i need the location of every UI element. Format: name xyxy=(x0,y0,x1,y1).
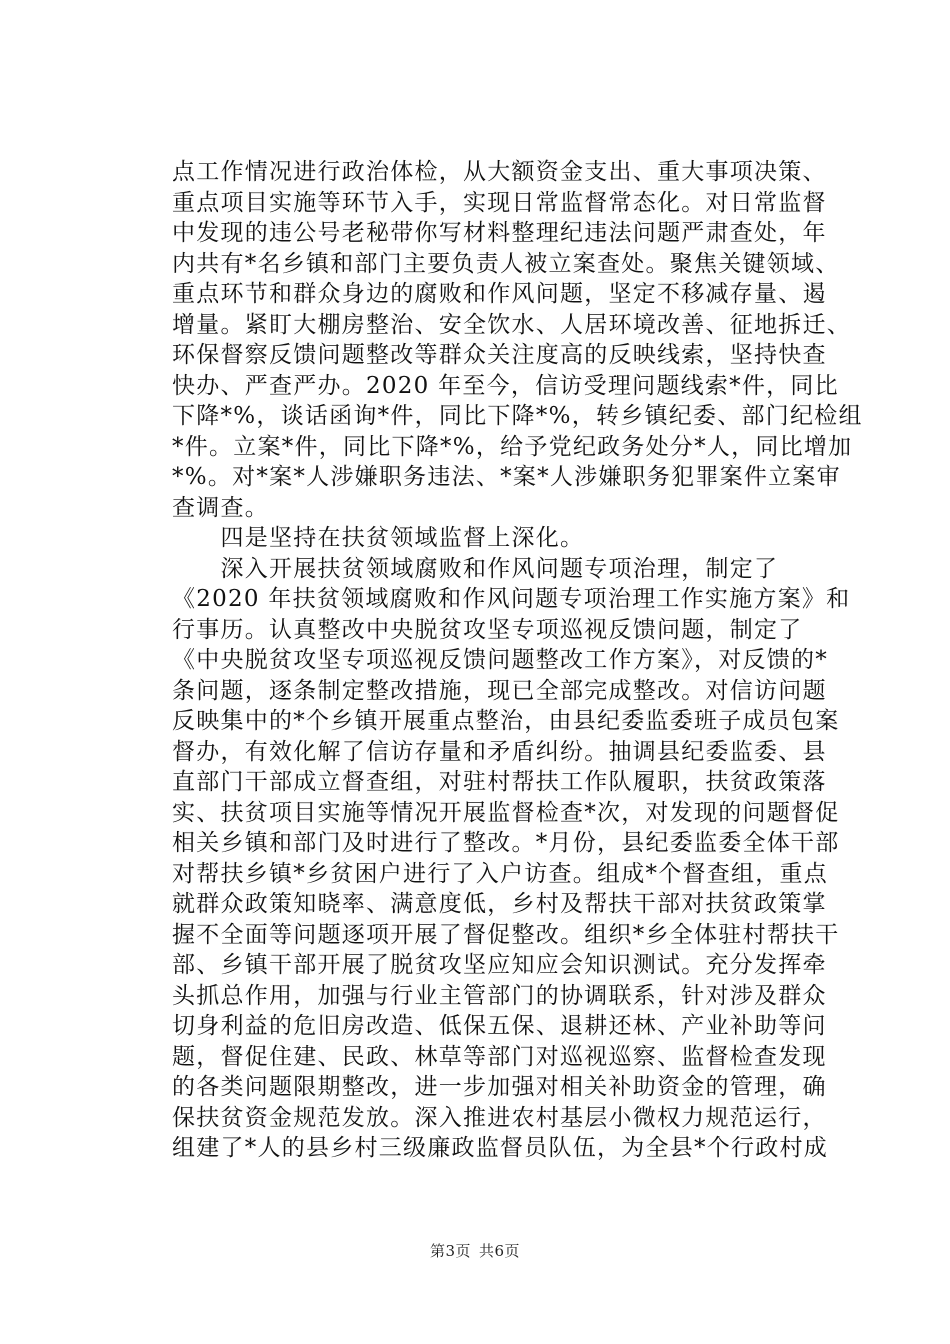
text-line: 就群众政策知晓率、满意度低，乡村及帮扶干部对扶贫政策掌 xyxy=(172,891,827,917)
text-line: 重点项目实施等环节入手，实现日常监督常态化。对日常监督 xyxy=(172,189,827,216)
text-line: 切身利益的危旧房改造、低保五保、退耕还林、产业补助等问 xyxy=(172,1013,827,1039)
text-line: 条问题，逐条制定整改措施，现已全部完成整改。对信访问题 xyxy=(172,677,827,704)
text-line: 的各类问题限期整改，进一步加强对相关补助资金的管理，确 xyxy=(172,1074,827,1100)
text-line: 重点环节和群众身边的腐败和作风问题，坚定不移减存量、遏 xyxy=(172,281,827,307)
text-line: 查调查。 xyxy=(172,494,269,521)
text-line: 组建了*人的县乡村三级廉政监督员队伍，为全县*个行政村成 xyxy=(172,1135,828,1161)
text-line: 下降*%，谈话函询*件，同比下降*%，转乡镇纪委、部门纪检组 xyxy=(172,403,863,429)
text-line: 握不全面等问题逐项开展了督促整改。组织*乡全体驻村帮扶干 xyxy=(172,921,840,948)
page-number: 第3页 xyxy=(429,1242,471,1260)
body-text xyxy=(172,157,863,1164)
text-line: 快办、严查严办。2020 年至今，信访受理问题线索*件，同比 xyxy=(172,372,839,399)
text-line: *%。对*案*人涉嫌职务违法、*案*人涉嫌职务犯罪案件立案审 xyxy=(172,464,841,490)
text-line: 实、扶贫项目实施等情况开展监督检查*次，对发现的问题督促 xyxy=(172,799,840,826)
text-line: 中发现的违公号老秘带你写材料整理纪违法问题严肃查处，年 xyxy=(172,220,827,246)
text-line: 反映集中的*个乡镇开展重点整治，由县纪委监委班子成员包案 xyxy=(172,708,840,734)
text-line: 直部门干部成立督查组，对驻村帮扶工作队履职，扶贫政策落 xyxy=(172,769,827,795)
text-line: 行事历。认真整改中央脱贫攻坚专项巡视反馈问题，制定了 xyxy=(172,616,803,643)
text-line: 《2020 年扶贫领域腐败和作风问题专项治理工作实施方案》和 xyxy=(172,586,851,612)
text-line: 内共有*名乡镇和部门主要负责人被立案查处。聚焦关键领域、 xyxy=(172,250,840,277)
text-line: 对帮扶乡镇*乡贫困户进行了入户访查。组成*个督查组，重点 xyxy=(172,860,828,887)
text-line: 《中央脱贫攻坚专项巡视反馈问题整改工作方案》，对反馈的* xyxy=(172,647,828,673)
text-line: *件。立案*件，同比下降*%，给予党纪政务处分*人，同比增加 xyxy=(172,433,853,460)
text-line: 保扶贫资金规范发放。深入推进农村基层小微权力规范运行， xyxy=(172,1104,827,1131)
text-line: 部、乡镇干部开展了脱贫攻坚应知应会知识测试。充分发挥牵 xyxy=(172,952,827,978)
text-line: 题，督促住建、民政、林草等部门对巡视巡察、监督检查发现 xyxy=(172,1043,827,1070)
text-line: 点工作情况进行政治体检，从大额资金支出、重大事项决策、 xyxy=(172,159,827,185)
text-line: 环保督察反馈问题整改等群众关注度高的反映线索，坚持快查 xyxy=(172,342,827,368)
text-line: 督办，有效化解了信访存量和矛盾纠纷。抽调县纪委监委、县 xyxy=(172,738,827,765)
text-line: 四是坚持在扶贫领域监督上深化。 xyxy=(172,525,585,551)
text-line: 深入开展扶贫领域腐败和作风问题专项治理，制定了 xyxy=(172,555,779,582)
text-line: 增量。紧盯大棚房整治、安全饮水、人居环境改善、征地拆迁、 xyxy=(172,311,851,338)
text-line: 相关乡镇和部门及时进行了整改。*月份，县纪委监委全体干部 xyxy=(172,830,840,856)
page-total: 共6页 xyxy=(479,1242,521,1260)
text-line: 头抓总作用，加强与行业主管部门的协调联系，针对涉及群众 xyxy=(172,982,827,1009)
page-footer xyxy=(0,1240,950,1261)
